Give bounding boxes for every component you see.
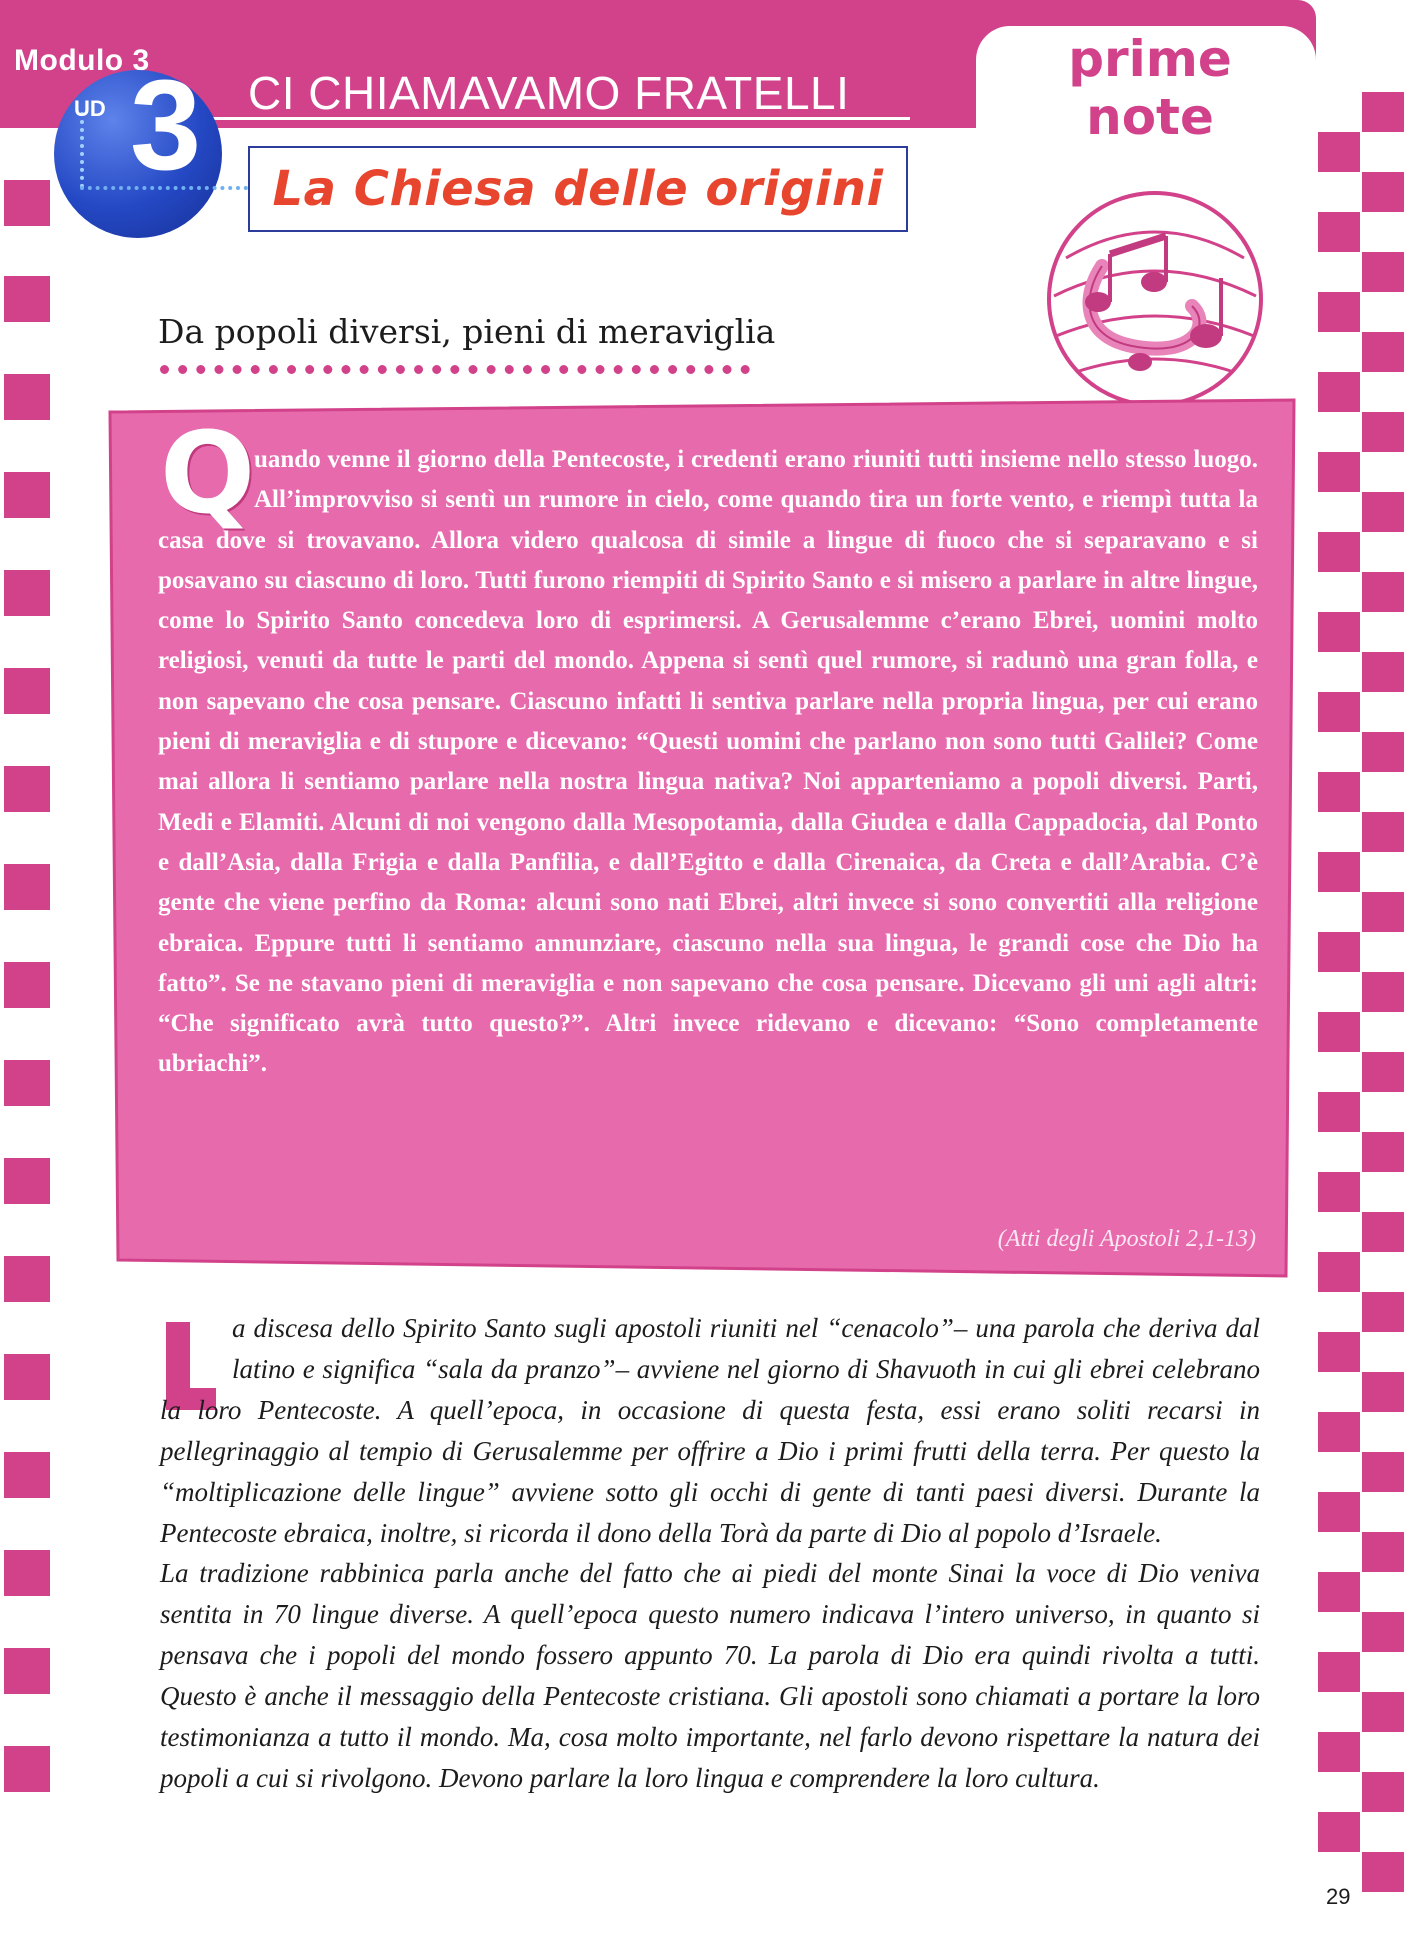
module-label: Modulo 3 <box>14 44 150 77</box>
reading-text: uando venne il giorno della Pentecoste, i credenti erano riuniti tutti insieme nello stesso luogo. All’improvviso si sentì un rumore in cielo, come quando tira un forte vento, e riempì tutta la casa dove si trovavano. Allora videro qualcosa di simile a lingue di fuoco che si separavano e si posavano su ciascuno di loro. Tutti furono riempiti di Spirito Santo e si misero a parlare in altre lingue, come lo Spirito Santo concedeva loro di esprimersi. A Gerusalemme c’erano Ebrei, uomini molto religiosi, venuti da tutte le parti del mondo. Appena si sentì quel rumore, si radunò una gran folla, e non sapevano che cosa pensare. Ciascuno infatti li sentiva parlare nella propria lingua, per cui erano pieni di meraviglia e di stupore e dicevano: “Questi uomini che parlano non sono tutti Galilei? Come mai allora li sentiamo parlare nella nostra lingua nativa? Noi apparteniamo a popoli diversi. Parti, Medi e Elamiti. Alcuni di noi vengono dalla Mesopotamia, dalla Giudea e dalla Cappadocia, dal Ponto e dall’Asia, dalla Frigia e dalla Panfilia, e dall’Egitto e dalla Cirenaica, da Creta e dall’Arabia. C’è gente che viene perfino da Roma: alcuni sono nati Ebrei, altri invece si sono convertiti alla religione ebraica. Eppure tutti li sentiamo annunziare, ciascuno nella sua lingua, le grandi cose che Dio ha fatto”. Se ne stavano pieni di meraviglia e non sapevano che cosa pensare. Dicevano gli uni agli altri: “Che significato avrà tutto questo?”. Altri invece ridevano e dicevano: “Sono completamente ubriachi”. <box>158 446 1258 1078</box>
reading-text-block <box>158 440 1258 1085</box>
chapter-subtitle: La Chiesa delle origini <box>272 161 884 217</box>
commentary-paragraph-2: La tradizione rabbinica parla anche del fatto che ai piedi del monte Sinai la voce di Dio veniva sentita in 70 lingue diverse. A quell’epoca questo numero indicava l’intero universo, in quanto si pensava che i popoli del mondo fossero appunto 70. La parola di Dio era quindi rivolta a tutti. Questo è anche il messaggio della Pentecoste cristiana. Gli apostoli sono chiamati a portare la loro testimonianza a tutto il mondo. Ma, cosa molto importante, nel farlo devono rispettare la natura dei popoli a cui si rivolgono. Devono parlare la loro lingua e comprendere la loro cultura. <box>160 1558 1260 1793</box>
prime-note-label: prime note <box>1068 30 1232 146</box>
unit-label: UD <box>74 96 106 121</box>
unit-number: 3 <box>130 54 202 197</box>
page-number: 29 <box>1326 1884 1351 1909</box>
commentary-text-block <box>160 1308 1260 1799</box>
chapter-title: CI CHIAMAVAMO FRATELLI <box>248 67 850 119</box>
heading-dotted-rule <box>160 365 750 374</box>
reading-dropcap: Q <box>160 409 256 539</box>
section-heading: Da popoli diversi, pieni di meraviglia <box>158 312 776 351</box>
reading-citation: (Atti degli Apostoli 2,1-13) <box>997 1226 1256 1252</box>
dropcap-spacer <box>160 1308 232 1388</box>
commentary-paragraph-1 <box>160 1308 1260 1553</box>
commentary-text-1: a discesa dello Spirito Santo sugli apostoli riuniti nel “cenacolo”– una parola che deriva dal latino e significa “sala da pranzo”– avviene nel giorno di Shavuoth in cui gli ebrei celebrano la loro Pentecoste. A quell’epoca, in occasione di questa festa, essi erano soliti recarsi in pellegrinaggio al tempio di Gerusalemme per offrire a Dio i primi frutti della terra. Per questo la “moltiplicazione delle lingue” avviene sotto gli occhi di gente di tanti paesi diversi. Durante la Pentecoste ebraica, inoltre, si ricorda il dono della Torà da parte di Dio al popolo d’Israele. <box>160 1313 1260 1548</box>
dropcap-spacer <box>158 440 254 518</box>
